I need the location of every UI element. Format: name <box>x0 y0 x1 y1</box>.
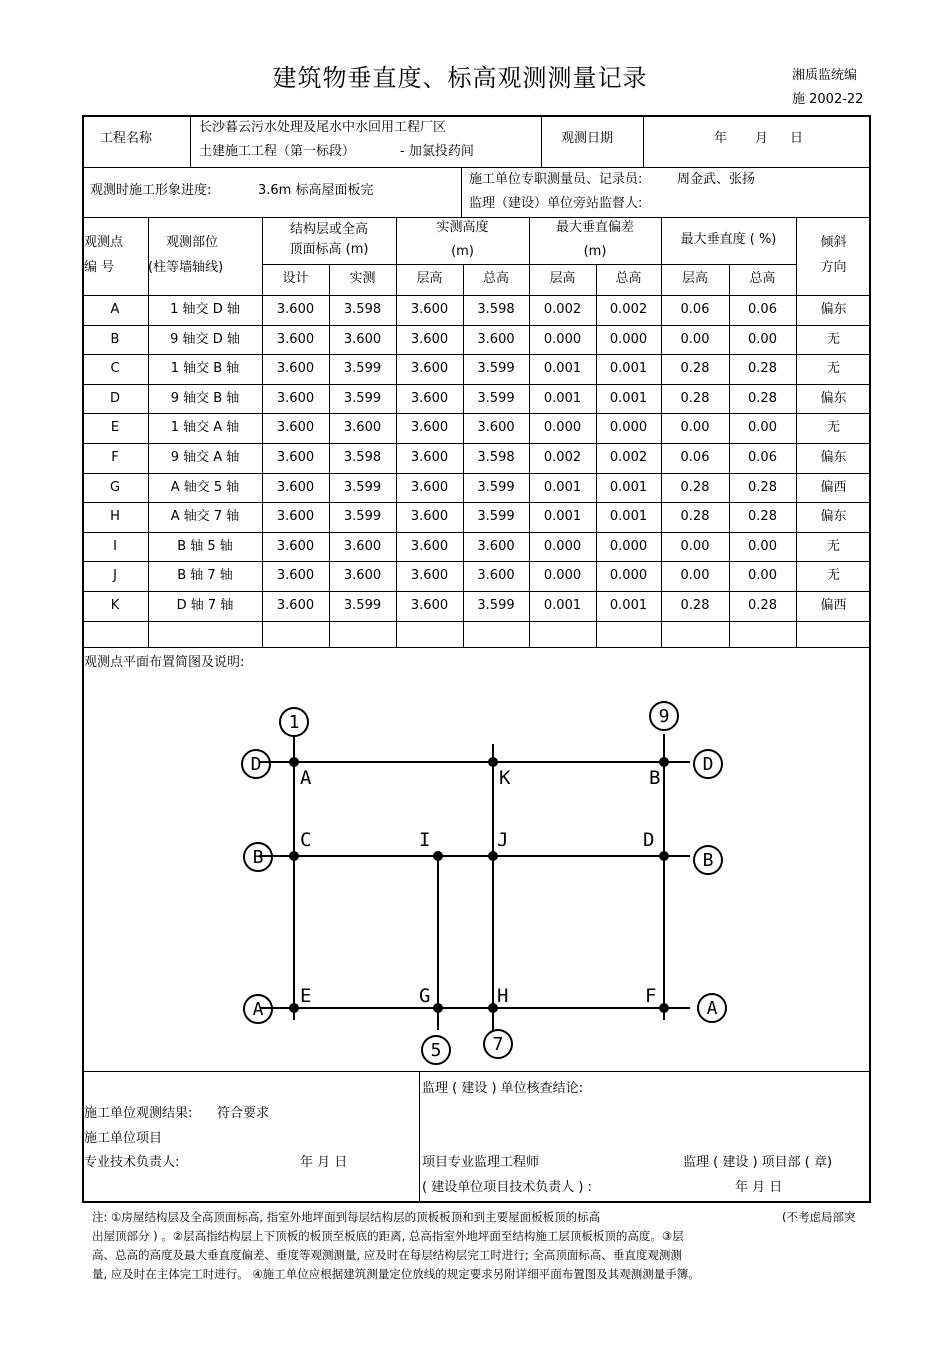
table-cell: 0.000 <box>543 332 582 347</box>
table-cell: 0.28 <box>680 509 710 524</box>
hdr-dev-floor: 层高 <box>549 271 576 286</box>
table-cell: 9 轴交 B 轴 <box>170 391 240 406</box>
table-cell: 3.600 <box>410 509 449 524</box>
table-cell: 0.06 <box>748 302 777 317</box>
table-cell: 3.600 <box>276 450 315 465</box>
table-cell: 偏东 <box>820 302 847 317</box>
table-cell: 3.598 <box>477 302 515 317</box>
table-cell: 3.600 <box>276 361 315 376</box>
table-cell: 3.599 <box>343 509 382 524</box>
point-label-J: J <box>497 829 509 851</box>
hdr-meas-1: 实测高度 <box>436 220 489 235</box>
axis-label-5: 5 <box>430 1040 442 1061</box>
point-marker-I <box>433 851 443 861</box>
table-cell: 3.600 <box>343 539 382 554</box>
hdr-meas-total: 总高 <box>482 271 509 286</box>
point-label-E: E <box>300 985 312 1007</box>
project-label: 工程名称 <box>100 131 153 146</box>
result-label: 施工单位观测结果: <box>84 1106 193 1121</box>
table-cell: 0.00 <box>748 568 777 583</box>
table-cell: 1 轴交 D 轴 <box>170 302 240 317</box>
plan-diagram <box>230 700 740 1070</box>
table-cell: 0.002 <box>543 450 582 465</box>
table-cell: 3.598 <box>343 450 382 465</box>
table-cell: 0.28 <box>680 391 710 406</box>
point-label-H: H <box>497 985 509 1007</box>
supervision-conclusion: 监理 ( 建设 ) 单位核查结论: <box>422 1081 584 1096</box>
form-code-line1: 湘质监统编 <box>792 68 858 83</box>
table-cell: 0.28 <box>748 391 777 406</box>
table-cell: 3.599 <box>343 361 382 376</box>
table-cell: 偏东 <box>820 509 847 524</box>
point-marker-E <box>289 1003 299 1013</box>
table-cell: 3.599 <box>477 361 515 376</box>
table-cell: 3.599 <box>477 509 515 524</box>
table-cell: 0.001 <box>543 509 582 524</box>
table-cell: 3.600 <box>410 568 449 583</box>
supervisor-label: 监理（建设）单位旁站监督人: <box>469 196 643 211</box>
table-cell: F <box>111 450 119 465</box>
table-cell: 0.000 <box>543 420 582 435</box>
table-cell: 0.06 <box>680 302 710 317</box>
table-cell: 0.00 <box>680 539 710 554</box>
table-cell: 3.600 <box>410 332 449 347</box>
hdr-elev-1: 结构层或全高 <box>289 222 368 237</box>
axis-label-B-right: B <box>702 850 714 871</box>
axis-label-A-left: A <box>252 999 264 1020</box>
project-tech-label-2: 专业技术负责人: <box>84 1155 180 1170</box>
table-cell: 0.000 <box>609 332 648 347</box>
table-cell: 0.06 <box>748 450 777 465</box>
table-cell: 0.00 <box>680 332 710 347</box>
table-cell: 无 <box>826 568 840 583</box>
table-cell: 0.000 <box>543 539 582 554</box>
hdr-point-no-1: 观测点 <box>84 235 124 250</box>
table-cell: 0.000 <box>609 539 648 554</box>
table-cell: 无 <box>826 332 840 347</box>
point-marker-A <box>289 757 299 767</box>
table-cell: 0.000 <box>609 420 648 435</box>
table-cell: B 轴 5 轴 <box>177 539 233 554</box>
point-label-G: G <box>419 985 431 1007</box>
axis-label-A-right: A <box>706 998 718 1019</box>
hdr-vert-floor: 层高 <box>681 271 708 286</box>
axis-label-9: 9 <box>658 706 670 727</box>
table-cell: 偏东 <box>820 450 847 465</box>
table-cell: 1 轴交 B 轴 <box>170 361 240 376</box>
table-cell: 0.002 <box>543 302 582 317</box>
table-cell: 3.600 <box>276 420 315 435</box>
hdr-vert-1: 最大垂直度 ( %) <box>680 232 777 247</box>
table-cell: 0.000 <box>543 568 582 583</box>
project-name-line2: 土建施工工程（第一标段） <box>199 144 356 159</box>
table-cell: 偏东 <box>820 391 847 406</box>
axis-label-D-right: D <box>702 754 714 775</box>
hdr-point-no-2: 编 号 <box>84 260 115 275</box>
table-cell: 3.598 <box>477 450 515 465</box>
table-cell: E <box>110 420 120 435</box>
table-cell: I <box>113 539 117 554</box>
point-marker-K <box>488 757 498 767</box>
table-cell: 3.600 <box>276 391 315 406</box>
date-day: 日 <box>790 131 804 146</box>
table-cell: 3.599 <box>343 391 382 406</box>
table-cell: 0.000 <box>609 568 648 583</box>
table-cell: 3.600 <box>343 420 382 435</box>
point-label-C: C <box>300 829 312 851</box>
table-cell: 0.001 <box>609 361 648 376</box>
date-year: 年 <box>714 131 728 146</box>
table-cell: 1 轴交 A 轴 <box>170 420 240 435</box>
table-cell: 0.001 <box>543 391 582 406</box>
notes <box>92 1208 872 1284</box>
note-line1: 注: ①房屋结构层及全高顶面标高, 指室外地坪面到每层结构层的顶板板顶和到主要屋面板板顶的标高 <box>92 1210 601 1224</box>
table-cell: 0.28 <box>680 598 710 613</box>
table-cell: 3.600 <box>410 450 449 465</box>
table-cell: 3.598 <box>343 302 382 317</box>
project-name-line2b: - 加氯投药间 <box>400 144 474 159</box>
axis-label-B-left: B <box>252 847 264 868</box>
table-cell: 偏西 <box>820 480 847 495</box>
table-cell: 无 <box>826 539 840 554</box>
point-marker-F <box>659 1003 669 1013</box>
table-cell: 3.600 <box>410 480 449 495</box>
table-cell: B 轴 7 轴 <box>177 568 233 583</box>
right-sign-date: 年 月 日 <box>735 1180 783 1195</box>
hdr-dev-2: (m) <box>583 244 607 259</box>
date-label: 观测日期 <box>561 131 614 146</box>
table-cell: D <box>109 391 120 406</box>
result-value: 符合要求 <box>217 1106 270 1121</box>
date-month: 月 <box>755 131 769 146</box>
table-cell: G <box>109 480 121 495</box>
table-cell: 无 <box>826 420 840 435</box>
note-line4: 量, 应及时在主体完工时进行。 ④施工单位应根据建筑测量定位放线的规定要求另附详细平面布置图及其观测测量手簿。 <box>92 1267 700 1281</box>
table-cell: A <box>110 302 120 317</box>
hdr-dir-1: 倾斜 <box>820 235 847 250</box>
table-cell: 0.00 <box>748 420 777 435</box>
table-cell: 0.001 <box>543 598 582 613</box>
table-cell: 0.28 <box>748 480 777 495</box>
table-cell: 3.599 <box>477 598 515 613</box>
supervision-dept: 监理 ( 建设 ) 项目部 ( 章) <box>683 1155 833 1170</box>
project-name-line1: 长沙暮云污水处理及尾水中水回用工程厂区 <box>199 120 447 135</box>
axis-label-7: 7 <box>492 1034 504 1055</box>
table-cell: 0.06 <box>680 450 710 465</box>
table-cell: 3.600 <box>276 568 315 583</box>
table-cell: H <box>110 509 120 524</box>
axis-label-1: 1 <box>288 712 300 733</box>
table-cell: 3.600 <box>410 361 449 376</box>
progress-value: 3.6m 标高屋面板完 <box>258 183 374 198</box>
table-cell: 0.00 <box>748 539 777 554</box>
table-cell: J <box>113 568 117 583</box>
point-marker-G <box>433 1003 443 1013</box>
table-cell: 0.28 <box>680 480 710 495</box>
table-cell: 3.600 <box>276 480 315 495</box>
point-marker-B <box>659 757 669 767</box>
hdr-meas-2: (m) <box>451 244 474 259</box>
table-cell: 3.600 <box>477 332 515 347</box>
table-cell: 3.600 <box>410 598 449 613</box>
table-cell: K <box>110 598 120 613</box>
table-cell: 0.00 <box>680 420 710 435</box>
note-line2: 出屋顶部分 ) 。②层高指结构层上下顶板的板顶至板底的距离, 总高指室外地坪面至结构施工层顶板板顶的高度。③层 <box>92 1229 684 1243</box>
surveyor-value: 周金武、张扬 <box>677 172 756 187</box>
table-cell: C <box>110 361 120 376</box>
table-cell: 3.600 <box>477 420 515 435</box>
table-cell: 0.001 <box>543 361 582 376</box>
left-sign-date: 年 月 日 <box>300 1155 348 1170</box>
hdr-location-1: 观测部位 <box>166 235 219 250</box>
table-cell: 3.600 <box>276 509 315 524</box>
table-cell: 3.600 <box>276 598 315 613</box>
table-cell: 无 <box>826 361 840 376</box>
hdr-elev-2: 顶面标高 (m) <box>289 242 369 257</box>
axis-label-D-left: D <box>250 754 262 775</box>
project-tech-label-1: 施工单位项目 <box>84 1131 163 1146</box>
surveyor-label: 施工单位专职测量员、记录员: <box>469 172 643 187</box>
point-marker-C <box>289 851 299 861</box>
table-cell: 3.600 <box>343 568 382 583</box>
table-cell: 3.600 <box>410 420 449 435</box>
hdr-meas-floor: 层高 <box>416 271 443 286</box>
supervisor-engineer: 项目专业监理工程师 <box>422 1155 540 1170</box>
note-line1b: (不考虑局部突 <box>782 1210 856 1224</box>
hdr-elev-actual: 实测 <box>349 271 376 286</box>
table-cell: 0.002 <box>609 450 648 465</box>
table-cell: 3.600 <box>410 391 449 406</box>
table-cell: 0.001 <box>609 509 648 524</box>
point-label-K: K <box>499 767 511 789</box>
table-cell: 3.600 <box>276 539 315 554</box>
hdr-dev-1: 最大垂直偏差 <box>555 220 634 235</box>
point-label-A: A <box>300 767 312 789</box>
note-line3: 高、总高的高度及最大垂直度偏差、垂度等观测测量, 应及时在每层结构层完工时进行; 全高顶面标高、垂直度观测测 <box>92 1248 682 1262</box>
progress-label: 观测时施工形象进度: <box>90 183 212 198</box>
table-cell: 0.28 <box>748 361 777 376</box>
table-cell: 3.599 <box>477 391 515 406</box>
hdr-location-2: (柱等墙轴线) <box>148 260 224 275</box>
owner-tech: ( 建设单位项目技术负责人 ) : <box>422 1180 592 1195</box>
table-cell: 3.600 <box>410 302 449 317</box>
table-cell: A 轴交 7 轴 <box>170 509 240 524</box>
point-marker-D <box>659 851 669 861</box>
table-cell: 3.599 <box>477 480 515 495</box>
hdr-dev-total: 总高 <box>615 271 642 286</box>
table-cell: D 轴 7 轴 <box>176 598 234 613</box>
table-cell: 3.600 <box>343 332 382 347</box>
hdr-vert-total: 总高 <box>749 271 776 286</box>
table-cell: 3.600 <box>276 302 315 317</box>
table-cell: 3.599 <box>343 598 382 613</box>
form-code-line2: 施 2002-22 <box>792 92 864 107</box>
table-cell: 0.001 <box>609 391 648 406</box>
table-cell: 0.28 <box>748 598 777 613</box>
table-cell: 9 轴交 A 轴 <box>170 450 240 465</box>
page-title: 建筑物垂直度、标高观测测量记录 <box>272 64 648 92</box>
table-cell: 0.00 <box>748 332 777 347</box>
point-label-I: I <box>419 829 431 851</box>
point-label-F: F <box>645 985 657 1007</box>
table-cell: 3.600 <box>477 539 515 554</box>
table-cell: 0.001 <box>543 480 582 495</box>
point-label-B: B <box>649 767 661 789</box>
diagram-label: 观测点平面布置简图及说明: <box>84 655 245 670</box>
point-marker-J <box>488 851 498 861</box>
table-cell: 3.600 <box>276 332 315 347</box>
hdr-elev-design: 设计 <box>282 271 309 286</box>
table-cell: 偏西 <box>820 598 847 613</box>
table-cell: 0.28 <box>680 361 710 376</box>
table-cell: 3.599 <box>343 480 382 495</box>
table-cell: A 轴交 5 轴 <box>170 480 240 495</box>
table-cell: B <box>110 332 120 347</box>
hdr-dir-2: 方向 <box>820 260 847 275</box>
table-cell: 3.600 <box>410 539 449 554</box>
table-cell: 3.600 <box>477 568 515 583</box>
point-label-D: D <box>643 829 655 851</box>
table-cell: 0.002 <box>609 302 648 317</box>
table-cell: 0.001 <box>609 598 648 613</box>
table-cell: 0.00 <box>680 568 710 583</box>
table-cell: 0.28 <box>748 509 777 524</box>
table-cell: 0.001 <box>609 480 648 495</box>
table-cell: 9 轴交 D 轴 <box>170 332 240 347</box>
